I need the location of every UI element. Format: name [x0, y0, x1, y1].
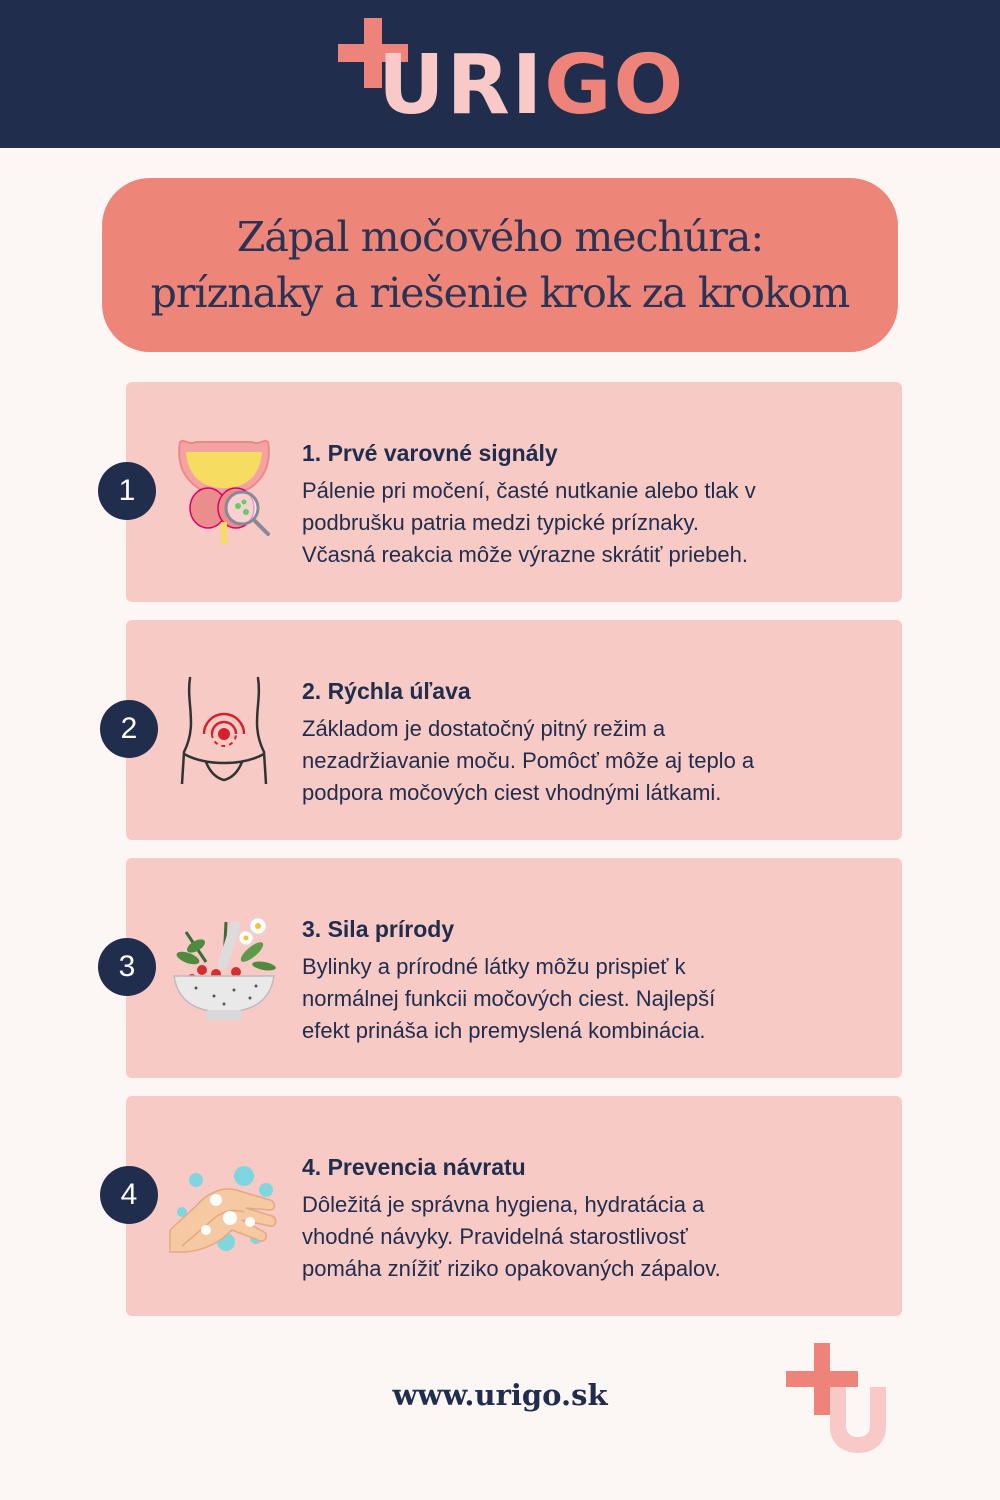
page-title-line-2: príznaky a riešenie krok za krokom: [150, 269, 850, 317]
page-title-line-1: Zápal močového mechúra:: [236, 213, 764, 261]
step-description-line: Včasná reakcia môže výrazne skrátiť priebeh.: [302, 542, 749, 567]
step-description-line: Základom je dostatočný pitný režim a: [302, 716, 666, 741]
bladder-icon: [176, 436, 272, 546]
abdomen-pain-icon: [176, 674, 272, 784]
step-description: [302, 951, 882, 1047]
herbs-mortar-icon: [166, 912, 282, 1022]
step-number-badge: 1: [98, 462, 156, 520]
urigo-cross-u-icon: [786, 1343, 898, 1455]
step-description: [302, 713, 882, 809]
step-card-1: [118, 382, 902, 602]
step-title: 3. Sila prírody: [302, 916, 455, 942]
step-description-line: efekt prináša ich premyslená kombinácia.: [302, 1018, 706, 1043]
logo-letters-go: GO: [544, 38, 686, 133]
step-description-line: pomáha znížiť riziko opakovaných zápalov.: [302, 1256, 721, 1281]
step-title: 1. Prvé varovné signály: [302, 440, 558, 466]
step-number-badge: 4: [100, 1166, 158, 1224]
step-title: 2. Rýchla úľava: [302, 678, 471, 704]
step-description-line: Bylinky a prírodné látky môžu prispieť k: [302, 954, 686, 979]
step-card-2: [120, 620, 902, 840]
step-description-line: normálnej funkcii močových ciest. Najlepší: [302, 986, 716, 1011]
title-banner: [102, 178, 898, 352]
step-description-line: vhodné návyky. Pravidelná starostlivosť: [302, 1224, 688, 1249]
step-description-line: podpora močových ciest vhodnými látkami.: [302, 780, 722, 805]
logo-wordmark: [378, 36, 685, 136]
step-description-line: nezadržiavanie moču. Pomôcť môže aj teplo a: [302, 748, 755, 773]
website-link[interactable]: www.urigo.sk: [392, 1378, 608, 1412]
logo-letter-u: U: [378, 38, 447, 133]
handwashing-icon: [166, 1150, 282, 1260]
step-title: 4. Prevencia návratu: [302, 1154, 526, 1180]
step-number-badge: 2: [100, 700, 158, 758]
step-description-line: Dôležitá je správna hygiena, hydratácia a: [302, 1192, 705, 1217]
step-description: [302, 475, 882, 571]
step-card-4: [120, 1096, 902, 1316]
urigo-logo[interactable]: [338, 18, 686, 133]
step-card-3: [118, 858, 902, 1078]
header-bar: [0, 0, 1000, 148]
logo-letters-ri: RI: [446, 38, 545, 133]
step-description-line: podbrušku patria medzi typické príznaky.: [302, 510, 699, 535]
step-description-line: Pálenie pri močení, časté nutkanie alebo tlak v: [302, 478, 756, 503]
step-description: [302, 1189, 882, 1285]
step-number-badge: 3: [98, 938, 156, 996]
